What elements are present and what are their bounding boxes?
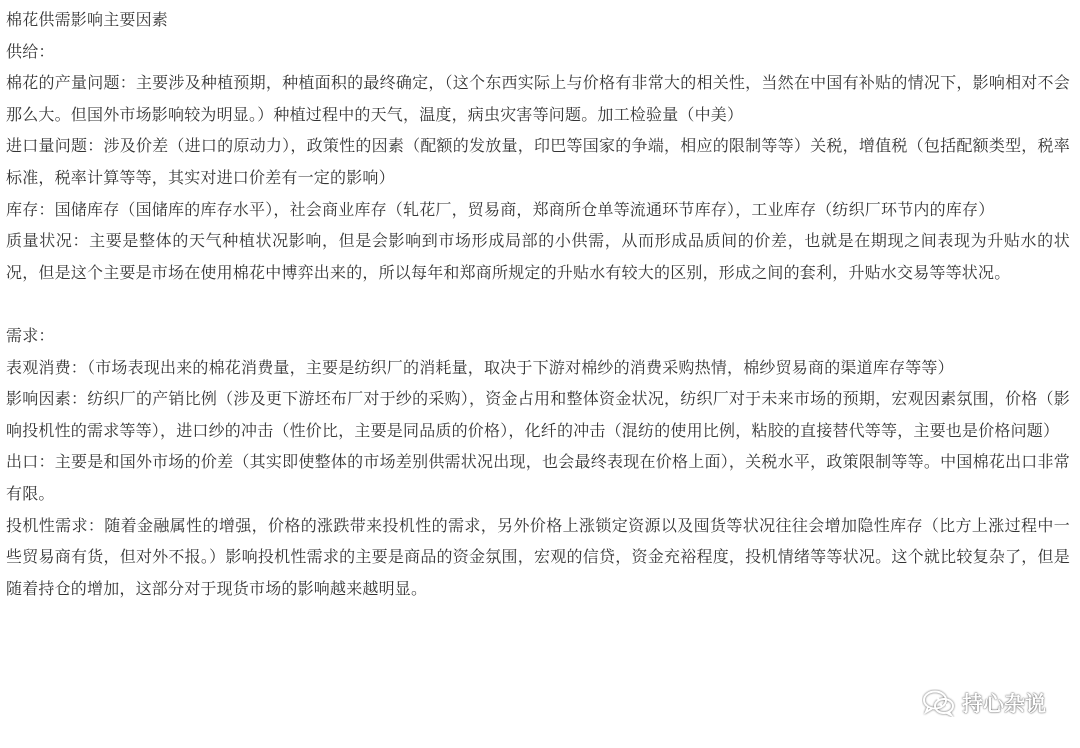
article-body [6,4,1070,604]
article-title: 棉花供需影响主要因素 [6,10,169,29]
demand-export-paragraph: 出口：主要是和国外市场的价差（其实即使整体的市场差别供需状况出现，也会最终表现在价格上面），关税水平，政策限制等等。中国棉花出口非常有限。 [6,452,1070,503]
demand-factors-paragraph: 影响因素：纺织厂的产销比例（涉及更下游坯布厂对于纱的采购），资金占用和整体资金状况，纺织厂对于未来市场的预期，宏观因素氛围，价格（影响投机性的需求等等），进口纱的冲击（性价比，主要是同品质的价格），化纤的冲击（混纺的使用比例，粘胶的直接替代等等，主要也是价格问题） [6,389,1070,440]
section-spacer [6,288,1070,320]
supply-quality-paragraph: 质量状况：主要是整体的天气种植状况影响，但是会影响到市场形成局部的小供需，从而形成品质间的价差，也就是在期现之间表现为升贴水的状况，但是这个主要是市场在使用棉花中博弈出来的，所以每年和郑商所规定的升贴水有较大的区别，形成之间的套利，升贴水交易等等状况。 [6,231,1070,282]
demand-speculative-paragraph: 投机性需求：随着金融属性的增强，价格的涨跌带来投机性的需求，另外价格上涨锁定资源以及囤货等状况往往会增加隐性库存（比方上涨过程中一些贸易商有货，但对外不报。）影响投机性需求的主要是商品的资金氛围，宏观的信贷，资金充裕程度，投机情绪等等状况。这个就比较复杂了，但是随着持仓的增加，这部分对于现货市场的影响越来越明显。 [6,515,1070,598]
demand-apparent-consumption-paragraph: 表观消费：（市场表现出来的棉花消费量，主要是纺织厂的消耗量，取决于下游对棉纱的消费采购热情，棉纱贸易商的渠道库存等等） [6,357,954,377]
watermark-text: 持心杂说 [962,692,1046,716]
supply-production-paragraph: 棉花的产量问题：主要涉及种植预期，种植面积的最终确定，（这个东西实际上与价格有非常大的相关性，当然在中国有补贴的情况下，影响相对不会那么大。但国外市场影响较为明显。）种植过程中的天气，温度，病虫灾害等问题。加工检验量（中美） [6,73,1070,124]
wechat-icon [922,689,956,717]
supply-import-paragraph: 进口量问题：涉及价差（进口的原动力），政策性的因素（配额的发放量，印巴等国家的争端，相应的限制等等）关税，增值税（包括配额类型，税率标准，税率计算等等，其实对进口价差有一定的影响） [6,136,1070,187]
supply-heading: 供给： [6,41,55,61]
demand-heading: 需求： [6,325,55,345]
watermark [922,688,1046,718]
supply-inventory-paragraph: 库存：国储库存（国储库的库存水平），社会商业库存（轧花厂，贸易商，郑商所仓单等流通环节库存），工业库存（纺织厂环节内的库存） [6,199,995,219]
